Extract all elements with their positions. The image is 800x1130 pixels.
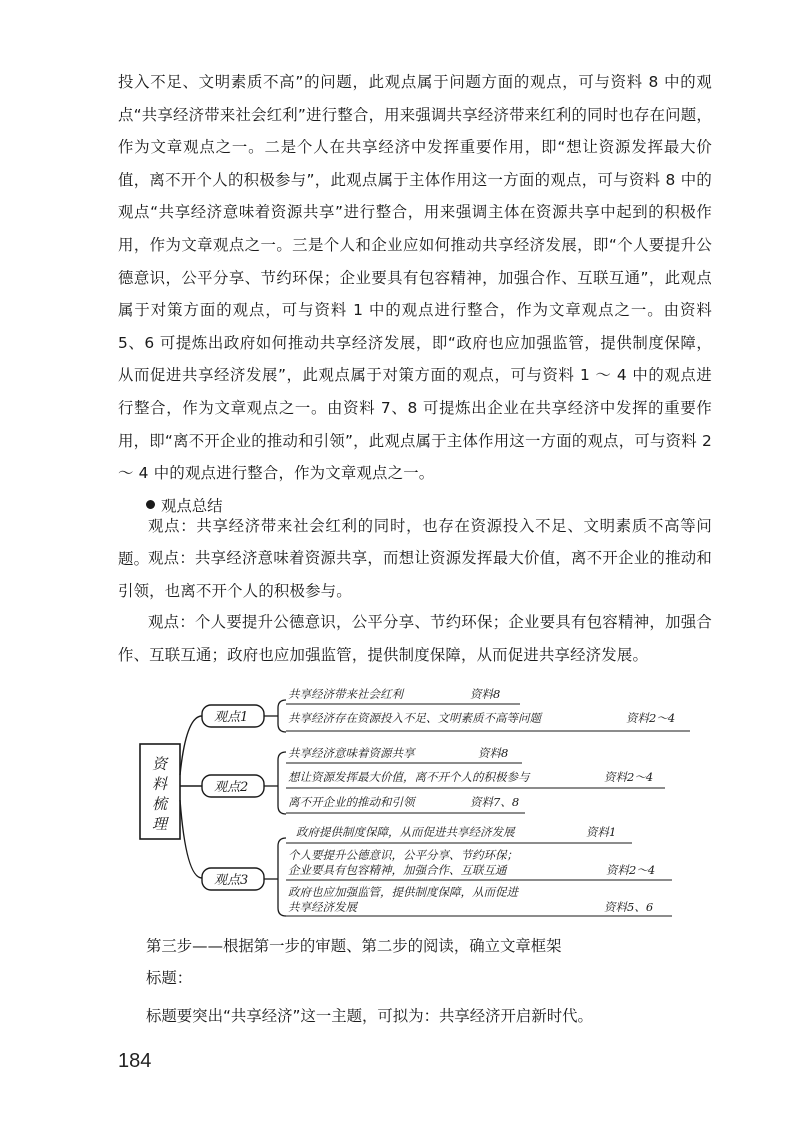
group3-item3-line1: 政府也应加强监管，提供制度保障，从而促进 — [288, 885, 518, 899]
summary-item-3: 观点：个人要提升公德意识，公平分享、节约环保；企业要具有包容精神，加强合作、互联互通；政府也应加强监管，提供制度保障，从而促进共享经济发展。 — [118, 613, 712, 664]
group2-item2-source: 资料2～4 — [604, 770, 654, 784]
body-paragraph: 投入不足、文明素质不高”的问题，此观点属于问题方面的观点，可与资料 8 中的观点“共享经济带来社会红利”进行整合，用来强调共享经济带来红利的同时也存在问题，作为文章观点之一。二是个人在共享经济中发挥重要作用，即“想让资源发挥最大价值，离不开个人的积极参与”，此观点属于主体作用这一方面的观点，可与资料 8 中的观点“共享经济意味着资源共享”进行整合，用来强调主体在资源共享中起到的积极作用，作为文章观点之一。三是个人和企业应如何推动共享经济发展，即“个人要提升公德意识，公平分享、节约环保；企业要具有包容精神，加强合作、互联互通”，此观点属于对策方面的观点，可与资料 1 中的观点进行整合，作为文章观点之一。由资料 5、6 可提炼出政府如何推动共享经济发展，即“政府也应加强监管，提供制度保障，从而促进共享经济发展”，此观点属于对策方面的观点，可与资料 1 ～ 4 中的观点进行整合，作为文章观点之一。由资料 7、8 可提炼出企业在共享经济中发挥的重要作用，即“离不开企业的推动和引领”，此观点属于主体作用这一方面的观点，可与资料 2 ～ 4 中的观点进行整合，作为文章观点之一。 — [118, 73, 712, 483]
group1-item1-source: 资料8 — [470, 687, 501, 701]
summary-heading-text: 观点总结 — [161, 497, 223, 515]
group3-item2-source: 资料2～4 — [606, 863, 656, 877]
group2-item3-text: 离不开企业的推动和引领 — [288, 795, 415, 809]
group3-item3-line2: 共享经济发展 — [288, 900, 357, 914]
group3-item2-line1: 个人要提升公德意识，公平分享、节约环保； — [288, 848, 518, 862]
connector-root-group3 — [180, 800, 202, 878]
group2-item2-text: 想让资源发挥最大价值，离不开个人的积极参与 — [288, 770, 530, 784]
group3-item2-line2: 企业要具有包容精神，加强合作、互联互通 — [288, 863, 507, 877]
group1-bracket — [278, 700, 286, 732]
title-label: 标题： — [146, 969, 193, 987]
group3-item3-source: 资料5、6 — [604, 900, 654, 914]
title-proposal: 标题要突出“共享经济”这一主题，可拟为：共享经济开启新时代。 — [146, 1007, 593, 1025]
summary-item-1: 观点：共享经济带来社会红利的同时，也存在资源投入不足、文明素质不高等问题。 — [118, 517, 712, 568]
root-char-4: 理 — [152, 815, 168, 833]
group2-box — [202, 775, 264, 797]
step3-heading: 第三步——根据第一步的审题、第二步的阅读，确立文章框架 — [146, 937, 562, 955]
group3-box — [202, 868, 264, 890]
group2-bracket — [278, 752, 286, 814]
page-number: 184 — [118, 1050, 152, 1072]
root-char-3: 梳 — [152, 795, 168, 813]
group1-item1-text: 共享经济带来社会红利 — [288, 687, 403, 701]
group2-item1-source: 资料8 — [478, 746, 509, 760]
root-char-1: 资 — [152, 755, 168, 773]
group2-item1-text: 共享经济意味着资源共享 — [288, 746, 415, 760]
group3-item1-source: 资料1 — [586, 825, 617, 839]
summary-item-2: 观点：共享经济意味着资源共享，而想让资源发挥最大价值，离不开企业的推动和引领，也离不开个人的积极参与。 — [118, 549, 712, 600]
bullet-dot-icon — [146, 500, 155, 509]
group1-label: 观点1 — [214, 710, 249, 725]
group3-item1-text: 政府提供制度保障，从而促进共享经济发展 — [296, 825, 515, 839]
group1-item2-text: 共享经济存在资源投入不足、文明素质不高等问题 — [288, 711, 541, 725]
group3-label: 观点3 — [214, 873, 249, 888]
root-box — [140, 744, 180, 839]
group3-bracket — [278, 838, 286, 916]
root-char-2: 料 — [152, 775, 168, 793]
group1-box — [202, 705, 264, 727]
group1-item2-source: 资料2～4 — [626, 711, 676, 725]
connector-root-group1 — [180, 716, 202, 775]
group2-item3-source: 资料7、8 — [470, 795, 520, 809]
group2-label: 观点2 — [214, 780, 249, 795]
